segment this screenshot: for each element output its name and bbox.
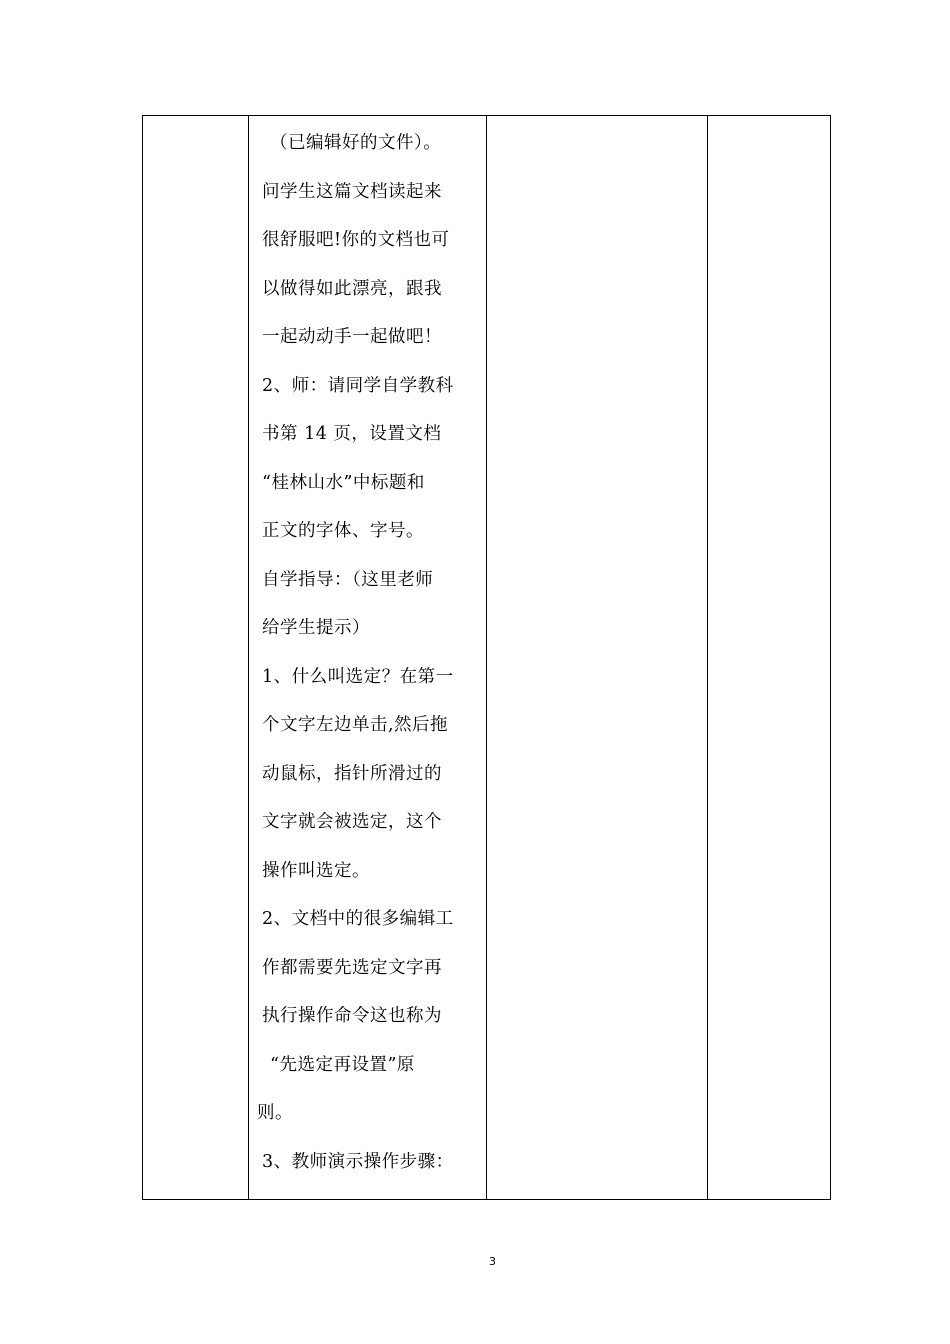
content-line: 操作叫选定。: [262, 860, 370, 881]
content-line: 2、文档中的很多编辑工: [262, 909, 454, 929]
content-line: 自学指导：（这里老师: [262, 569, 434, 590]
content-line: 个文字左边单击,然后拖: [262, 715, 449, 735]
content-line: “桂林山水”中标题和: [262, 472, 425, 493]
table-cell-content: [249, 116, 487, 1200]
content-line: 则。: [257, 1103, 293, 1123]
content-line: 给学生提示）: [262, 618, 370, 638]
lesson-plan-table: [142, 115, 831, 1200]
content-line: 2、师：请同学自学教科: [262, 375, 454, 396]
content-line: “先选定再设置”原: [270, 1054, 415, 1075]
content-line: 执行操作命令这也称为: [262, 1006, 442, 1026]
page-number: 3: [489, 1255, 496, 1268]
table-cell-empty-4: [708, 116, 831, 1200]
content-line: 作都需要先选定文字再: [262, 957, 442, 978]
content-line: 3、教师演示操作步骤：: [262, 1151, 454, 1172]
table-cell-empty-1: [143, 116, 249, 1200]
table-cell-empty-3: [487, 116, 708, 1200]
content-line: 书第 14 页，设置文档: [262, 424, 442, 444]
content-line: 以做得如此漂亮，跟我: [262, 278, 442, 299]
content-line: 文字就会被选定，这个: [262, 812, 442, 832]
content-line: 一起动动手一起做吧！: [262, 327, 442, 347]
content-line: 很舒服吧!你的文档也可: [262, 230, 450, 250]
content-line: 1、什么叫选定？在第一: [262, 666, 454, 687]
content-line: 问学生这篇文档读起来: [262, 181, 442, 202]
content-line: 正文的字体、字号。: [262, 521, 424, 541]
content-line: 动鼠标，指针所滑过的: [262, 763, 442, 784]
content-line: （已编辑好的文件）。: [270, 133, 442, 153]
table-row: [143, 116, 831, 1200]
